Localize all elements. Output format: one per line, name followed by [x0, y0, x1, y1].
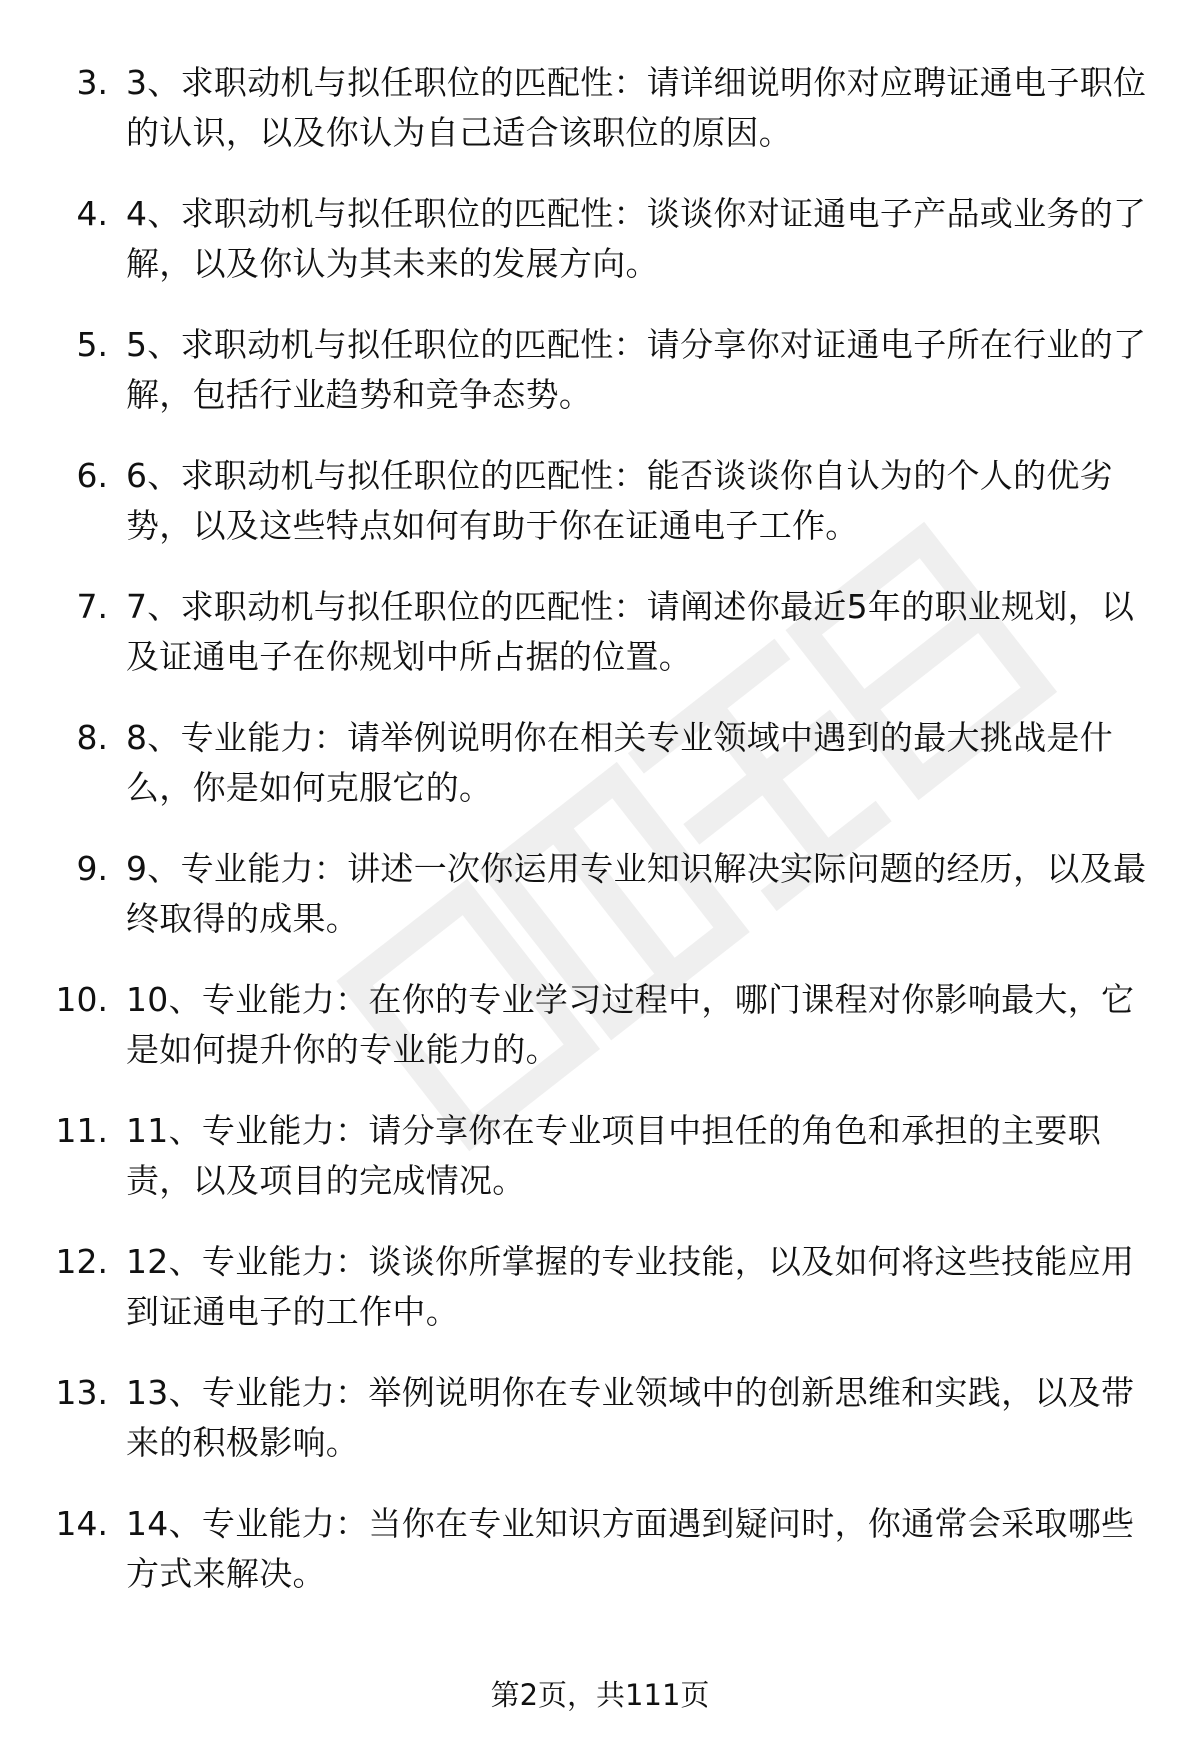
list-item-number: 8. — [76, 718, 108, 757]
list-item — [0, 1106, 1200, 1237]
list-item-number: 14. — [55, 1504, 108, 1543]
list-item-number: 11. — [55, 1111, 108, 1150]
list-item-text: 14、专业能力：当你在专业知识方面遇到疑问时，你通常会采取哪些方式来解决。 — [126, 1504, 1135, 1593]
list-item-text: 7、求职动机与拟任职位的匹配性：请阐述你最近5年的职业规划，以及证通电子在你规划中所占据的位置。 — [126, 587, 1135, 676]
list-item — [0, 844, 1200, 975]
list-item-number: 3. — [76, 63, 108, 102]
list-item-text: 12、专业能力：谈谈你所掌握的专业技能，以及如何将这些技能应用到证通电子的工作中。 — [126, 1242, 1135, 1331]
list-item — [0, 975, 1200, 1106]
list-item — [0, 1499, 1200, 1630]
list-item-number: 6. — [76, 456, 108, 495]
list-item — [0, 320, 1200, 451]
list-item — [0, 451, 1200, 582]
list-item-number: 9. — [76, 849, 108, 888]
list-item-number: 7. — [76, 587, 108, 626]
list-item — [0, 582, 1200, 713]
list-item-text: 9、专业能力：讲述一次你运用专业知识解决实际问题的经历，以及最终取得的成果。 — [126, 849, 1147, 938]
list-item — [0, 1368, 1200, 1499]
list-item-number: 4. — [76, 194, 108, 233]
list-item-text: 8、专业能力：请举例说明你在相关专业领域中遇到的最大挑战是什么，你是如何克服它的。 — [126, 718, 1113, 807]
list-item-text: 11、专业能力：请分享你在专业项目中担任的角色和承担的主要职责，以及项目的完成情况。 — [126, 1111, 1101, 1200]
list-item — [0, 58, 1200, 189]
list-item-text: 5、求职动机与拟任职位的匹配性：请分享你对证通电子所在行业的了解，包括行业趋势和竞争态势。 — [126, 325, 1147, 414]
list-item-text: 10、专业能力：在你的专业学习过程中，哪门课程对你影响最大，它是如何提升你的专业能力的。 — [126, 980, 1135, 1069]
question-list — [0, 58, 1200, 1630]
list-item-text: 4、求职动机与拟任职位的匹配性：谈谈你对证通电子产品或业务的了解，以及你认为其未来的发展方向。 — [126, 194, 1147, 283]
list-item-text: 13、专业能力：举例说明你在专业领域中的创新思维和实践，以及带来的积极影响。 — [126, 1373, 1135, 1462]
list-item-number: 5. — [76, 325, 108, 364]
list-item-number: 13. — [55, 1373, 108, 1412]
list-item — [0, 1237, 1200, 1368]
list-item-text: 3、求职动机与拟任职位的匹配性：请详细说明你对应聘证通电子职位的认识，以及你认为自己适合该职位的原因。 — [126, 63, 1147, 152]
list-item-text: 6、求职动机与拟任职位的匹配性：能否谈谈你自认为的个人的优劣势，以及这些特点如何有助于你在证通电子工作。 — [126, 456, 1113, 545]
list-item-number: 12. — [55, 1242, 108, 1281]
list-item-number: 10. — [55, 980, 108, 1019]
list-item — [0, 713, 1200, 844]
list-item — [0, 189, 1200, 320]
page-indicator: 第2页，共111页 — [490, 1678, 710, 1712]
